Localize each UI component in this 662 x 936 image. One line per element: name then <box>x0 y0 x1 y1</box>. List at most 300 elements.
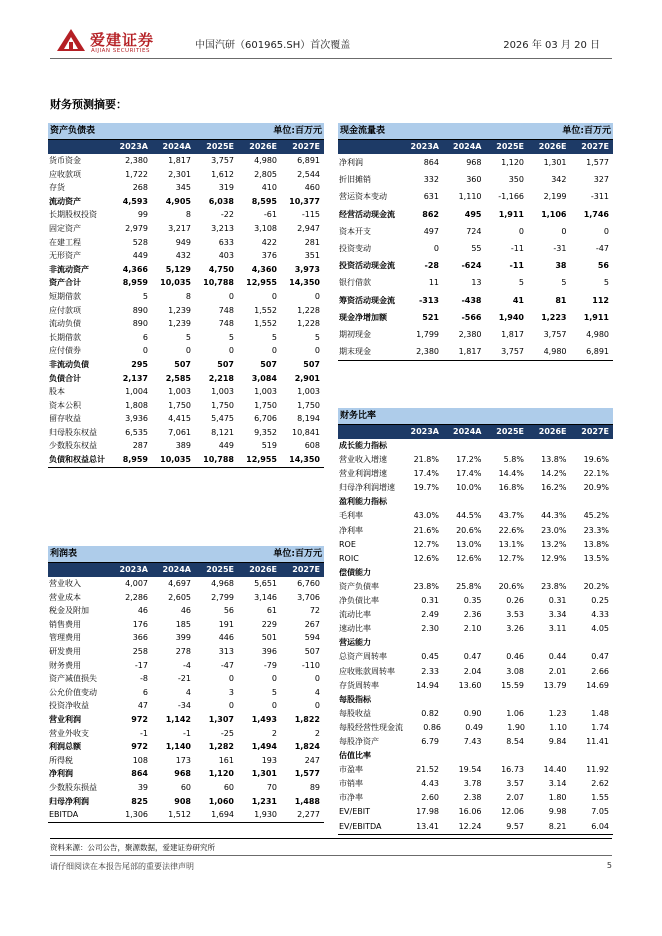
row-value: 2,380 <box>416 347 439 357</box>
row-label: 净利润 <box>339 158 363 167</box>
row-value: 19.54 <box>458 765 482 775</box>
table-row <box>48 781 324 795</box>
row-value: 1,494 <box>251 742 277 752</box>
row-value: 11.41 <box>586 736 609 746</box>
row-value: 0.26 <box>506 596 524 606</box>
group-header-row <box>338 636 613 650</box>
table-row <box>48 236 324 250</box>
row-value: 0 <box>518 226 524 236</box>
row-value: 12.6% <box>456 553 482 563</box>
row-value: 460 <box>304 183 320 193</box>
table-row <box>338 777 613 791</box>
row-value: -313 <box>418 295 439 305</box>
row-value <box>528 495 571 509</box>
row-value <box>486 439 529 453</box>
row-value: 43.7% <box>498 511 524 521</box>
table-row <box>48 168 324 182</box>
row-value: 8 <box>185 210 191 220</box>
table-row <box>338 721 613 735</box>
row-value: -4 <box>183 660 191 670</box>
table-row <box>338 292 613 309</box>
row-value: 267 <box>304 619 320 629</box>
row-value: 1,301 <box>543 158 567 167</box>
row-value: 8,194 <box>297 414 320 424</box>
row-value: 14.94 <box>416 680 439 690</box>
table-row <box>48 385 324 399</box>
row-value: 287 <box>132 441 148 451</box>
row-value: 1,110 <box>458 192 482 202</box>
row-value: 1,228 <box>297 319 320 329</box>
brand-name: 爱建证券 <box>90 31 155 49</box>
row-value: 2.30 <box>421 624 439 634</box>
table-row <box>338 707 613 721</box>
row-label: 筹资活动现金流 <box>339 295 395 305</box>
row-value: 8,959 <box>122 278 148 288</box>
row-value: 968 <box>466 158 482 167</box>
row-value: 3,706 <box>297 592 320 602</box>
row-label: 财务费用 <box>49 660 81 670</box>
row-value: 99 <box>137 210 148 220</box>
row-label: 营运资本变动 <box>339 192 387 202</box>
row-value: 161 <box>218 755 234 765</box>
row-value: 4,360 <box>251 264 277 274</box>
table-row <box>48 290 324 304</box>
row-value: 3,217 <box>168 223 191 233</box>
row-label: 税金及附加 <box>49 606 89 616</box>
row-value: 2.38 <box>463 793 482 803</box>
row-label: 应收款项 <box>49 169 81 179</box>
row-value: 327 <box>593 175 609 185</box>
row-value: 17.4% <box>456 469 482 479</box>
row-label: 营业成本 <box>49 592 81 602</box>
row-value: 56 <box>223 606 234 616</box>
row-value: 1,930 <box>254 810 277 820</box>
year-header: 2023A <box>410 142 439 151</box>
year-header: 2026E <box>538 142 567 151</box>
row-value: 521 <box>422 312 439 322</box>
table-row <box>338 309 613 326</box>
table-row <box>48 699 324 713</box>
row-value: 1.06 <box>506 708 524 718</box>
row-value: 1,307 <box>208 714 234 724</box>
row-value: 403 <box>218 251 234 261</box>
row-value: 0.31 <box>548 596 567 606</box>
row-label: 无形资产 <box>49 251 81 261</box>
table-row <box>48 659 324 673</box>
row-value: 332 <box>423 175 439 185</box>
row-value: 1,228 <box>297 305 320 315</box>
row-value: 1,746 <box>583 209 609 219</box>
row-value: 6 <box>142 332 148 342</box>
row-label: 偿债能力 <box>339 567 371 577</box>
year-header: 2026E <box>538 427 567 436</box>
row-value: 89 <box>309 782 320 792</box>
row-label: 应付款项 <box>49 305 81 315</box>
row-value: 5 <box>228 332 234 342</box>
row-value: 25.8% <box>456 581 482 591</box>
row-value: 748 <box>218 319 234 329</box>
aijian-logo-icon <box>56 28 86 52</box>
table-row <box>48 304 324 318</box>
table-row <box>338 805 613 819</box>
table-row <box>338 188 613 205</box>
row-value: 2.07 <box>506 793 524 803</box>
row-value: 2,947 <box>297 223 320 233</box>
row-label: 存货周转率 <box>339 680 379 690</box>
row-label: 少数股东权益 <box>49 441 97 451</box>
row-value: 13.5% <box>583 553 609 563</box>
row-value: 2,380 <box>458 329 482 339</box>
row-value: 22.1% <box>583 469 609 479</box>
row-value: 23.8% <box>413 581 439 591</box>
row-value: 16.8% <box>498 483 524 493</box>
brand-name-en: AIJIAN SECURITIES <box>91 48 150 54</box>
row-label: 期初现金 <box>339 329 371 339</box>
row-value: 20.6% <box>498 581 524 591</box>
row-value: 0 <box>228 674 234 684</box>
row-value: 0.86 <box>423 722 441 732</box>
table-row <box>48 604 324 618</box>
row-value: 2.62 <box>591 779 609 789</box>
row-value: -1 <box>140 728 148 738</box>
row-value: 8.54 <box>506 736 524 746</box>
row-value: 972 <box>131 714 148 724</box>
row-value: 2.04 <box>463 666 482 676</box>
row-value: 191 <box>218 619 234 629</box>
income-statement-table <box>48 546 324 823</box>
row-value: 4,415 <box>168 414 191 424</box>
row-value: 19.7% <box>413 483 439 493</box>
row-value: 0.82 <box>421 708 439 718</box>
row-value: 5 <box>271 687 277 697</box>
row-value: 0 <box>228 291 234 301</box>
source-divider <box>50 838 612 839</box>
row-value: 2,218 <box>208 373 234 383</box>
row-value: 247 <box>304 755 320 765</box>
row-value: 507 <box>217 359 234 369</box>
row-value: 6,891 <box>297 156 320 165</box>
row-value: 1,003 <box>168 387 191 397</box>
table-row <box>48 263 324 277</box>
row-value: 3.34 <box>548 610 567 620</box>
table-row <box>48 686 324 700</box>
footer-disclaimer: 请仔细阅读在本报告尾部的重要法律声明 <box>50 862 194 871</box>
row-value: 14.2% <box>541 469 567 479</box>
row-label: 流动比率 <box>339 610 371 620</box>
row-value: 1,512 <box>168 810 191 820</box>
row-value: 1,824 <box>294 742 320 752</box>
table-row <box>48 808 324 823</box>
row-label: 经营活动现金流 <box>339 209 395 219</box>
table-title: 财务比率 <box>340 411 377 421</box>
row-value: 351 <box>304 251 320 261</box>
table-header <box>48 546 324 563</box>
row-value: -311 <box>590 192 609 202</box>
row-value: 13.41 <box>416 821 439 831</box>
row-value: 501 <box>261 633 277 643</box>
row-label: 毛利率 <box>339 511 363 521</box>
row-label: 在建工程 <box>49 237 81 247</box>
row-label: 流动资产 <box>49 196 81 206</box>
row-value: 229 <box>261 619 277 629</box>
row-value: 449 <box>218 441 234 451</box>
row-label: 银行借款 <box>339 278 371 288</box>
row-value: -47 <box>595 243 609 253</box>
row-value: 0 <box>603 226 609 236</box>
table-row <box>48 412 324 426</box>
row-value: 14,350 <box>289 278 320 288</box>
year-header: 2024A <box>162 565 191 574</box>
row-value: 12.7% <box>498 553 524 563</box>
row-value: 14,350 <box>289 455 320 465</box>
row-value: 12,955 <box>246 278 277 288</box>
row-value <box>571 566 614 580</box>
row-value: 44.3% <box>541 511 567 521</box>
row-value: 2.49 <box>421 610 439 620</box>
row-value <box>528 439 571 453</box>
row-value: 43.0% <box>413 511 439 521</box>
row-value: 2,979 <box>125 223 148 233</box>
row-value: 342 <box>551 175 567 185</box>
table-unit: 单位:百万元 <box>562 126 611 136</box>
row-value: 0 <box>271 701 277 711</box>
table-row <box>48 181 324 195</box>
row-label: 速动比率 <box>339 624 371 634</box>
row-label: 盈利能力指标 <box>339 497 387 507</box>
row-value: 1,239 <box>168 305 191 315</box>
row-value: 3,757 <box>501 347 524 357</box>
row-value: 56 <box>597 261 609 271</box>
row-value: 12.06 <box>501 807 524 817</box>
row-value: 0.44 <box>548 652 567 662</box>
row-value: 1,799 <box>416 329 439 339</box>
table-row <box>48 195 324 209</box>
row-value: 3.14 <box>548 779 567 789</box>
row-value: 12.6% <box>413 553 439 563</box>
row-value: 507 <box>260 359 277 369</box>
row-label: 营运能力 <box>339 638 371 648</box>
row-value: 1,552 <box>254 319 277 329</box>
row-value: 1,003 <box>297 387 320 397</box>
row-label: 资本开支 <box>339 226 371 236</box>
row-value: 4,905 <box>165 196 191 206</box>
row-value: 2.36 <box>463 610 482 620</box>
row-value: -22 <box>220 210 234 220</box>
row-value: 16.73 <box>501 765 524 775</box>
row-value: 0.25 <box>591 596 609 606</box>
row-value: 14.4% <box>498 469 524 479</box>
row-value: 6 <box>142 687 148 697</box>
row-value: -438 <box>461 295 482 305</box>
row-label: 市净率 <box>339 793 363 803</box>
group-header-row <box>338 693 613 707</box>
row-value: 4,593 <box>122 196 148 206</box>
row-value: 9.98 <box>548 807 567 817</box>
row-value: 13.60 <box>458 680 482 690</box>
year-header: 2027E <box>292 142 320 151</box>
row-value: 20.2% <box>583 581 609 591</box>
row-value: 21.52 <box>416 765 439 775</box>
row-value: 5 <box>561 278 567 288</box>
row-value: 0.46 <box>506 652 524 662</box>
row-value: -110 <box>301 660 320 670</box>
row-value: -47 <box>220 660 234 670</box>
row-value: 278 <box>175 646 191 656</box>
row-label: 非流动资产 <box>49 264 89 274</box>
row-value: 5,651 <box>254 579 277 588</box>
row-value: 1,750 <box>211 400 234 410</box>
row-label: EV/EBIT <box>339 807 371 817</box>
table-row <box>338 608 613 622</box>
table-row <box>48 372 324 386</box>
page-header <box>50 28 612 59</box>
row-value: 1,301 <box>251 769 277 779</box>
row-value: 3,936 <box>125 414 148 424</box>
row-value: 1,120 <box>501 158 524 167</box>
row-label: 负债合计 <box>49 373 81 383</box>
row-value: 6,891 <box>586 347 609 357</box>
row-value: 70 <box>266 782 277 792</box>
table-row <box>338 622 613 636</box>
row-value: 890 <box>132 319 148 329</box>
section-title: 财务预测摘要： <box>50 98 127 111</box>
row-value: 1,306 <box>125 810 148 820</box>
row-value: 23.0% <box>541 525 567 535</box>
row-value: -79 <box>263 660 277 670</box>
row-value: 10,035 <box>160 278 191 288</box>
row-value: 1,808 <box>125 400 148 410</box>
row-value: 2 <box>314 728 320 738</box>
table-row <box>48 754 324 768</box>
table-row <box>338 820 613 835</box>
table-row <box>48 591 324 605</box>
row-value: 72 <box>309 606 320 616</box>
row-value: -21 <box>177 674 191 684</box>
row-value <box>401 439 444 453</box>
year-header-spacer <box>48 140 109 154</box>
row-value: 366 <box>132 633 148 643</box>
row-value: 1,282 <box>208 742 234 752</box>
group-header-row <box>338 566 613 580</box>
year-header: 2026E <box>249 142 277 151</box>
row-label: 净负债比率 <box>339 596 379 606</box>
row-value: 1,239 <box>168 319 191 329</box>
table-row <box>338 552 613 566</box>
row-label: 股本 <box>49 387 65 397</box>
row-value: 8.21 <box>548 821 567 831</box>
row-value: 1.74 <box>591 722 609 732</box>
row-value: 1,003 <box>254 387 277 397</box>
row-value: 1.90 <box>507 722 525 732</box>
table-row <box>338 580 613 594</box>
table-row <box>338 467 613 481</box>
table-row <box>338 171 613 188</box>
row-value: 1,694 <box>211 810 234 820</box>
row-label: 营业利润增速 <box>339 469 387 479</box>
row-label: 估值比率 <box>339 751 371 761</box>
row-value: 38 <box>555 261 567 271</box>
row-value: 399 <box>175 633 191 643</box>
row-value: 360 <box>466 175 482 185</box>
row-value: 17.98 <box>416 807 439 817</box>
row-value: 21.6% <box>413 525 439 535</box>
row-value <box>571 495 614 509</box>
row-value: 41 <box>512 295 524 305</box>
table-header <box>338 123 613 140</box>
row-value: 1,142 <box>165 714 191 724</box>
row-value: 1,817 <box>458 347 482 357</box>
row-value: 3.57 <box>506 779 524 789</box>
row-value: 281 <box>304 237 320 247</box>
row-value: 7.43 <box>463 736 482 746</box>
row-value: 2,605 <box>168 592 191 602</box>
row-value: 5 <box>314 332 320 342</box>
year-header: 2025E <box>206 142 234 151</box>
row-label: 每股指标 <box>339 694 371 704</box>
row-value: 185 <box>175 619 191 629</box>
row-value: 1.80 <box>548 793 567 803</box>
row-value: 497 <box>423 226 439 236</box>
row-value: -25 <box>220 728 234 738</box>
row-value: 13.8% <box>583 539 609 549</box>
row-label: 非流动负债 <box>49 359 89 369</box>
row-value: 21.8% <box>413 455 439 465</box>
row-value: 350 <box>508 175 524 185</box>
row-value: 12,955 <box>246 455 277 465</box>
table-row <box>48 631 324 645</box>
row-value: 410 <box>261 183 277 193</box>
row-value: 16.2% <box>541 483 567 493</box>
year-header-row <box>338 140 613 154</box>
row-value: 0 <box>271 674 277 684</box>
row-value: 12.24 <box>458 821 482 831</box>
table-unit: 单位:百万元 <box>273 549 322 559</box>
row-label: 每股净资产 <box>339 736 379 746</box>
row-label: EBITDA <box>49 810 79 820</box>
group-header-row <box>338 439 613 453</box>
row-value <box>443 636 486 650</box>
row-label: 营业收入增速 <box>339 455 387 465</box>
row-value: 519 <box>261 441 277 451</box>
row-value: 3,973 <box>294 264 320 274</box>
row-value: -115 <box>301 210 320 220</box>
row-label: 营业利润 <box>49 714 81 724</box>
table-row <box>338 223 613 240</box>
row-value: 1,911 <box>583 312 609 322</box>
row-value: 1,911 <box>498 209 524 219</box>
table-header <box>48 123 324 140</box>
row-value: 4 <box>314 687 320 697</box>
row-value <box>486 636 529 650</box>
row-value: 1,140 <box>165 742 191 752</box>
row-label: EV/EBITDA <box>339 821 382 831</box>
row-label: 归母净利润增速 <box>339 483 395 493</box>
row-value: 890 <box>132 305 148 315</box>
row-value: 608 <box>304 441 320 451</box>
row-label: 资产合计 <box>49 278 81 288</box>
row-value: 449 <box>132 251 148 261</box>
table-row <box>48 453 324 468</box>
row-label: 每股经营性现金流 <box>339 722 403 732</box>
row-value: 7,061 <box>168 427 191 437</box>
row-value: 3,146 <box>254 592 277 602</box>
row-value: 173 <box>175 755 191 765</box>
row-value: 6,760 <box>297 579 320 588</box>
table-row <box>48 317 324 331</box>
row-value: 6,706 <box>254 414 277 424</box>
row-value: -31 <box>553 243 567 253</box>
year-header: 2027E <box>581 427 609 436</box>
